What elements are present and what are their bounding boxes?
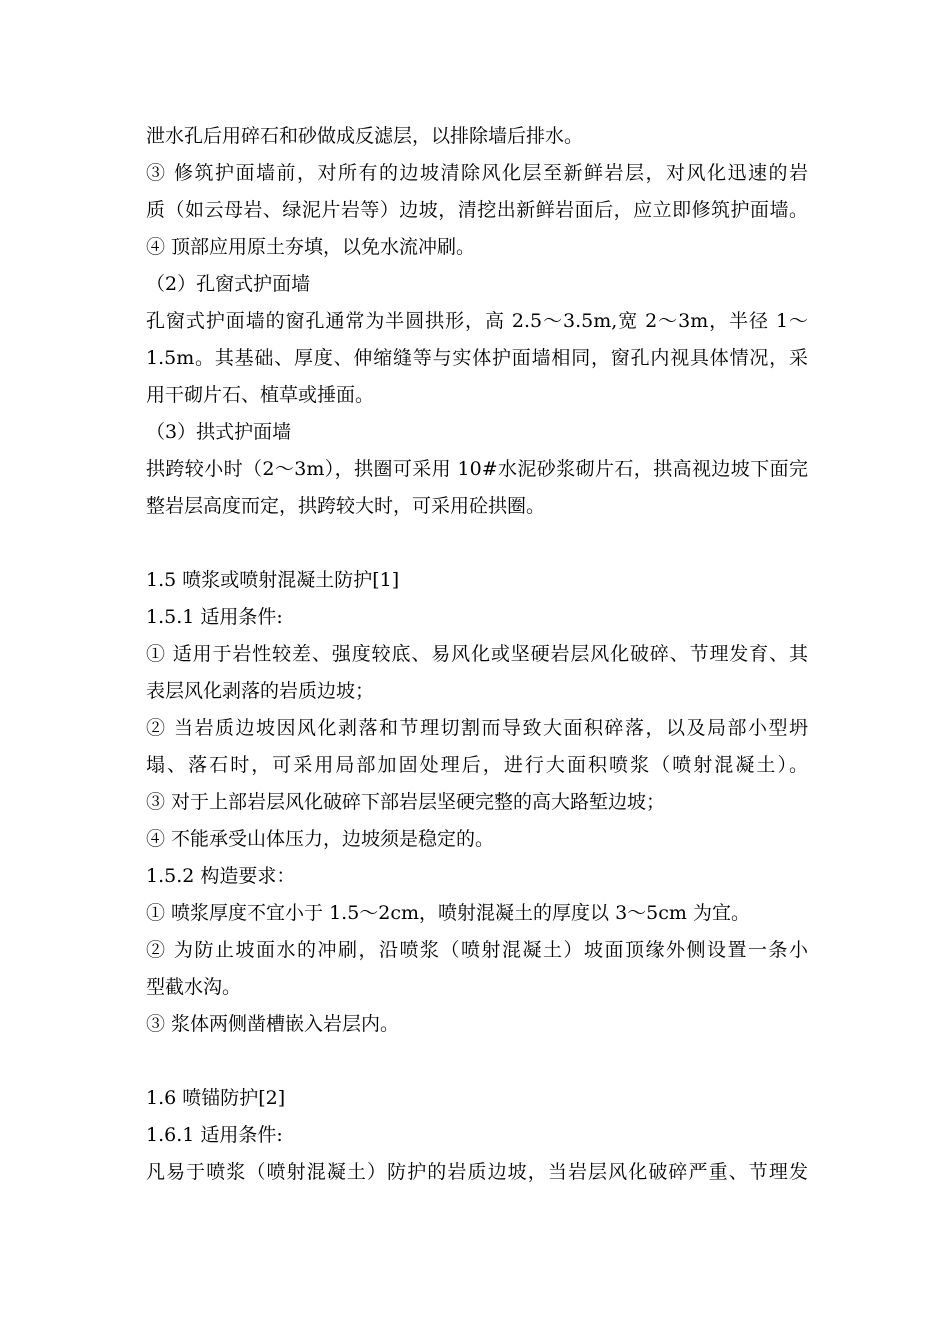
subsection-heading: 1.5.1 适用条件: <box>146 606 283 628</box>
text-line: ① 喷浆厚度不宜小于 1.5～2cm，喷射混凝土的厚度以 3～5cm 为宜。 <box>146 902 750 924</box>
text-line: 用干砌片石、植草或捶面。 <box>146 384 375 406</box>
text-line: ④ 顶部应用原土夯填，以免水流冲刷。 <box>146 236 476 258</box>
blank-line <box>146 525 808 562</box>
text-line: 孔窗式护面墙的窗孔通常为半圆拱形，高 2.5～3.5m,宽 2～3m，半径 1～ <box>146 310 808 332</box>
text-line: ③ 浆体两侧凿槽嵌入岩层内。 <box>146 1013 400 1035</box>
text-line: 表层风化剥落的岩质边坡； <box>146 680 375 702</box>
text-line: ② 当岩质边坡因风化剥落和节理切割而导致大面积碎落，以及局部小型坍 <box>146 717 808 739</box>
text-line: 凡易于喷浆（喷射混凝土）防护的岩质边坡，当岩层风化破碎严重、节理发 <box>146 1161 808 1183</box>
text-line: ③ 对于上部岩层风化破碎下部岩层坚硬完整的高大路堑边坡； <box>146 791 666 813</box>
text-line: 质（如云母岩、绿泥片岩等）边坡，清挖出新鲜岩面后，应立即修筑护面墙。 <box>146 199 808 221</box>
text-line: ② 为防止坡面水的冲刷，沿喷浆（喷射混凝土）坡面顶缘外侧设置一条小 <box>146 939 808 961</box>
document-body <box>146 118 808 1191</box>
subsection-heading: 1.6.1 适用条件: <box>146 1124 283 1146</box>
section-heading: （3）拱式护面墙 <box>146 421 292 443</box>
text-line: ④ 不能承受山体压力，边坡须是稳定的。 <box>146 828 495 850</box>
text-line: ③ 修筑护面墙前，对所有的边坡清除风化层至新鲜岩层，对风化迅速的岩 <box>146 162 808 184</box>
section-heading: 1.6 喷锚防护[2] <box>146 1087 286 1109</box>
text-line: 型截水沟。 <box>146 976 242 998</box>
section-heading: 1.5 喷浆或喷射混凝土防护[1] <box>146 569 400 591</box>
blank-line <box>146 1043 808 1080</box>
section-heading: （2）孔窗式护面墙 <box>146 273 311 295</box>
text-line: 整岩层高度而定，拱跨较大时，可采用砼拱圈。 <box>146 495 546 517</box>
text-line: 1.5m。其基础、厚度、伸缩缝等与实体护面墙相同，窗孔内视具体情况，采 <box>146 347 808 369</box>
subsection-heading: 1.5.2 构造要求： <box>146 865 296 887</box>
text-line: 泄水孔后用碎石和砂做成反滤层，以排除墙后排水。 <box>146 125 584 147</box>
text-line: 拱跨较小时（2～3m），拱圈可采用 10#水泥砂浆砌片石，拱高视边坡下面完 <box>146 458 808 480</box>
text-line: ① 适用于岩性较差、强度较底、易风化或坚硬岩层风化破碎、节理发育、其 <box>146 643 808 665</box>
text-line: 塌、落石时，可采用局部加固处理后，进行大面积喷浆（喷射混凝土）。 <box>146 754 808 776</box>
